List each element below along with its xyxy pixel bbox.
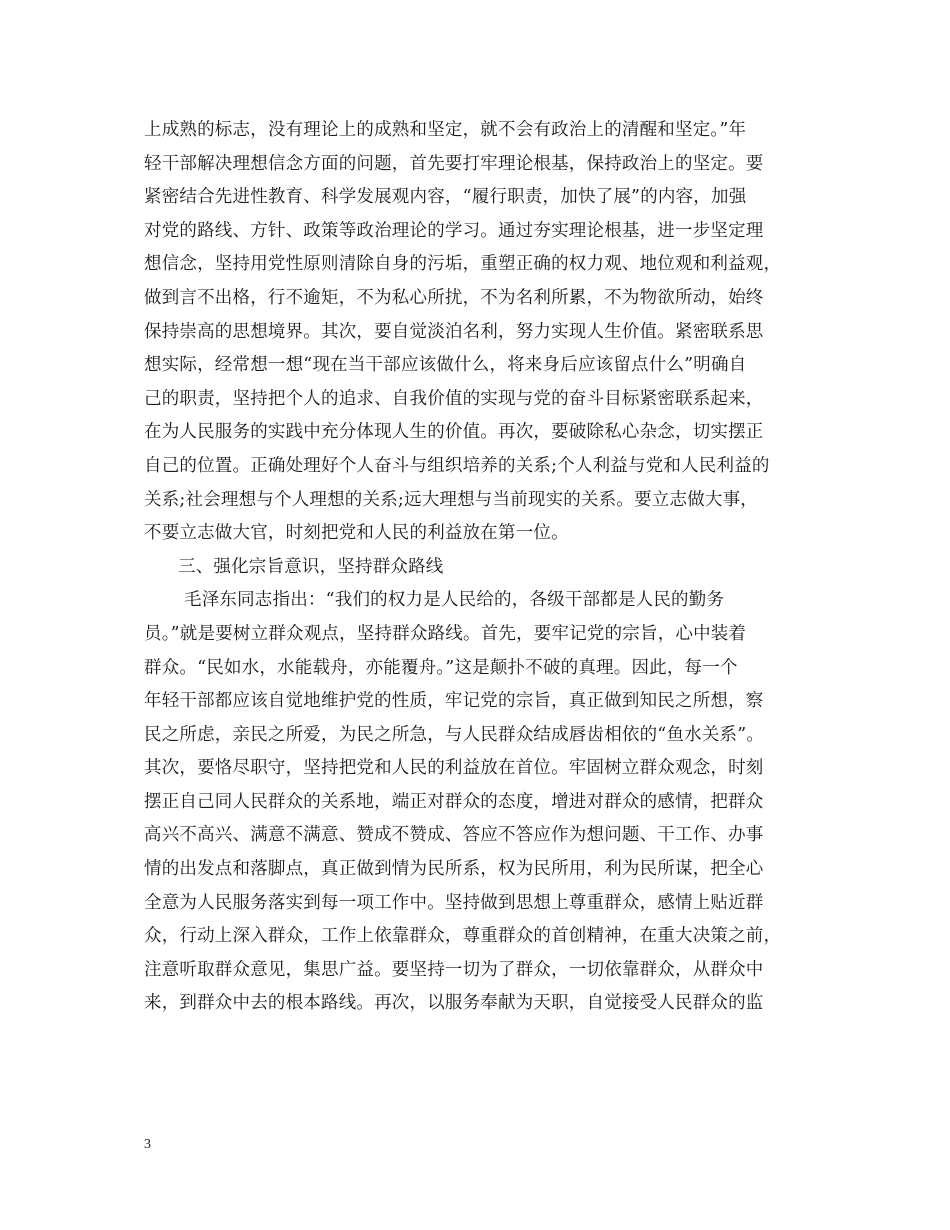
body-line: 注意听取群众意见，集思广益。要坚持一切为了群众，一切依靠群众，从群众中 xyxy=(144,959,764,980)
body-line: 毛泽东同志指出：“我们的权力是人民给的，各级干部都是人民的勤务 xyxy=(184,590,725,611)
body-line: 情的出发点和落脚点，真正做到情为民所系，权为民所用，利为民所谋，把全心 xyxy=(144,859,764,880)
document-body xyxy=(144,114,824,1021)
body-line: 员。”就是要树立群众观点，坚持群众路线。首先，要牢记党的宗旨，心中装着 xyxy=(144,623,747,644)
body-line: 上成熟的标志，没有理论上的成熟和坚定，就不会有政治上的清醒和坚定。”年 xyxy=(144,120,747,140)
body-line: 年轻干部都应该自觉地维护党的性质，牢记党的宗旨，真正做到知民之所想，察 xyxy=(144,691,764,712)
body-line: 在为人民服务的实践中充分体现人生的价值。再次，要破除私心杂念，切实摆正 xyxy=(144,422,764,443)
body-line: 不要立志做大官，时刻把党和人民的利益放在第一位。 xyxy=(144,523,569,544)
body-line: 想信念，坚持用党性原则清除自身的污垢，重塑正确的权力观、地位观和利益观， xyxy=(144,254,782,275)
body-line: 做到言不出格，行不逾矩，不为私心所扰，不为名利所累，不为物欲所动，始终 xyxy=(144,287,764,308)
body-line: 全意为人民服务落实到每一项工作中。坚持做到思想上尊重群众，感情上贴近群 xyxy=(144,892,764,913)
section-heading: 三、强化宗旨意识，坚持群众路线 xyxy=(178,556,444,577)
body-line: 保持崇高的思想境界。其次，要自觉淡泊名利，努力实现人生价值。紧密联系思 xyxy=(144,321,764,342)
body-line: 众，行动上深入群众，工作上依靠群众，尊重群众的首创精神，在重大决策之前， xyxy=(144,926,782,947)
body-line: 自己的位置。正确处理好个人奋斗与组织培养的关系;个人利益与党和人民利益的 xyxy=(144,455,770,476)
body-line: 其次，要恪尽职守，坚持把党和人民的利益放在首位。牢固树立群众观念，时刻 xyxy=(144,758,764,779)
body-line: 群众。“民如水，水能载舟，亦能覆舟。”这是颠扑不破的真理。因此，每一个 xyxy=(144,657,738,678)
body-line: 想实际，经常想一想“现在当干部应该做什么，将来身后应该留点什么”明确自 xyxy=(144,355,747,376)
body-line: 轻干部解决理想信念方面的问题，首先要打牢理论根基，保持政治上的坚定。要 xyxy=(144,153,764,174)
body-line: 来，到群众中去的根本路线。再次，以服务奉献为天职，自觉接受人民群众的监 xyxy=(144,993,764,1014)
body-line: 对党的路线、方针、政策等政治理论的学习。通过夯实理论根基，进一步坚定理 xyxy=(144,220,764,241)
body-line: 高兴不高兴、满意不满意、赞成不赞成、答应不答应作为想问题、干工作、办事 xyxy=(144,825,764,846)
body-line: 关系;社会理想与个人理想的关系;远大理想与当前现实的关系。要立志做大事， xyxy=(144,489,758,510)
body-line: 己的职责，坚持把个人的追求、自我价值的实现与党的奋斗目标紧密联系起来， xyxy=(144,388,764,409)
body-line: 摆正自己同人民群众的关系地，端正对群众的态度，增进对群众的感情，把群众 xyxy=(144,791,764,812)
body-line: 紧密结合先进性教育、科学发展观内容，“履行职责，加快了展”的内容，加强 xyxy=(144,187,747,208)
page-number: 3 xyxy=(144,1137,151,1152)
body-line: 民之所虑，亲民之所爱，为民之所急，与人民群众结成唇齿相依的“鱼水关系”。 xyxy=(144,724,765,745)
